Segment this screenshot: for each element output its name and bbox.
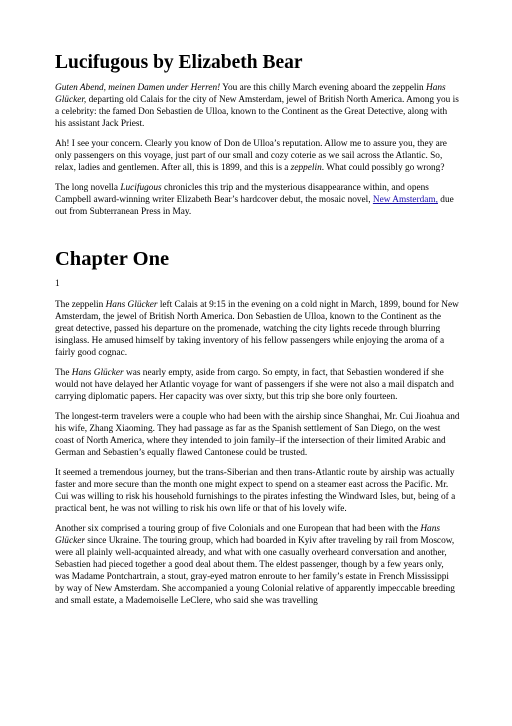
chapter-paragraph-1: The zeppelin Hans Glücker left Calais at 9:15 in the evening on a cold night in March, 1899, bound for New Amsterdam, the jewel of British North America. Don Sebastien de Ulloa, known to the Continent as the great detective, passed his departure on the promenade, watching the city lights recede through blurring isinglass. He amused himself by taking inventory of his fellow passengers while enjoying the aroma of a fairly good cognac.	[55, 299, 459, 358]
chapter-paragraph-5: Another six comprised a touring group of five Colonials and one European that had been with the Hans Glücker since Ukraine. The touring group, which had boarded in Kyiv after traveling by rail from Moscow, were all plainly well-acquainted already, and what with one casually overheard conversation and another, Sebastien had pieced together a good deal about them. The eldest passenger, though by a few years only, was Madame Pontchartrain, a stout, gray-eyed matron enroute to her family’s estate in French Mississippi by way of New Amsterdam. She accompanied a young Colonial relative of apparently impeccable breeding and small estate, a Mademoiselle LeClere, who said she was travelling	[55, 523, 455, 606]
chapter-paragraph-3: The longest-term travelers were a couple who had been with the airship since Shanghai, Mr. Cui Jioahua and his wife, Zhang Xiaoming. They had passage as far as the Spanish settlement of San Diego, on the west coast of North America, where they intended to join family–if the intersection of their limited Arabic and German and Sebastien’s equally flawed Cantonese could be trusted.	[55, 411, 460, 458]
chapter-heading: Chapter One	[55, 248, 170, 271]
ship-name: Hans Glücker	[71, 367, 124, 378]
intro-heading: Lucifugous by Elizabeth Bear	[55, 52, 303, 73]
ship-name: Hans Glücker	[55, 523, 440, 546]
chapter-paragraph-2: The Hans Glücker was nearly empty, aside from cargo. So empty, in fact, that Sebastien wondered if she would not have delayed her Atlantic voyage for want of passengers if she were not also a mail dispatch and carrying diplomatic papers. Her capacity was over sixty, but this trip she bore only fourteen.	[55, 367, 454, 402]
ship-name: Hans Glücker	[105, 299, 158, 310]
intro-paragraph-3: The long novella Lucifugous chronicles this trip and the mysterious disappearance within, and opens Campbell award-winning writer Elizabeth Bear’s hardcover debut, the mosaic novel, New Amsterdam, due out from Subterranean Press in May.	[55, 183, 454, 218]
intro-paragraph-2: Ah! I see your concern. Clearly you know of Don de Ulloa’s reputation. Allow me to assure you, they are only passengers on this voyage, just part of our small and cozy coterie as we sail across the Atlantic. So, relax, ladies and gentlemen. After all, this is 1899, and this is a zeppelin. What could possibly go wrong?	[55, 139, 447, 174]
book-title: Lucifugous	[120, 183, 162, 194]
document-body	[55, 52, 460, 615]
chapter-paragraph-4: It seemed a tremendous journey, but the trans-Siberian and then trans-Atlantic route by airship was actually faster and more secure than the month one might expect to spend on a steamer east across the Pacific. Mr. Cui was willing to risk his household furnishings to the pirates infesting the Windward Isles, but, being of a practical bent, he was not willing to risk his own life or that of his lovely wife.	[55, 467, 456, 514]
section-number: 1	[55, 278, 60, 289]
intro-paragraph-1: Guten Abend, meinen Damen under Herren! You are this chilly March evening aboard the zeppelin Hans Glücker, departing old Calais for the city of New Amsterdam, jewel of British North America. Among you is a celebrity: the famed Don Sebastien de Ulloa, known to the Continent as the Great Detective, along with his assistant Jack Priest.	[55, 83, 459, 130]
ship-name: Hans Glücker,	[55, 83, 446, 106]
zeppelin-emphasis: zeppelin	[290, 163, 322, 174]
new-amsterdam-link[interactable]: New Amsterdam,	[372, 195, 438, 206]
greeting-text: Guten Abend, meinen Damen under Herren!	[55, 83, 221, 94]
